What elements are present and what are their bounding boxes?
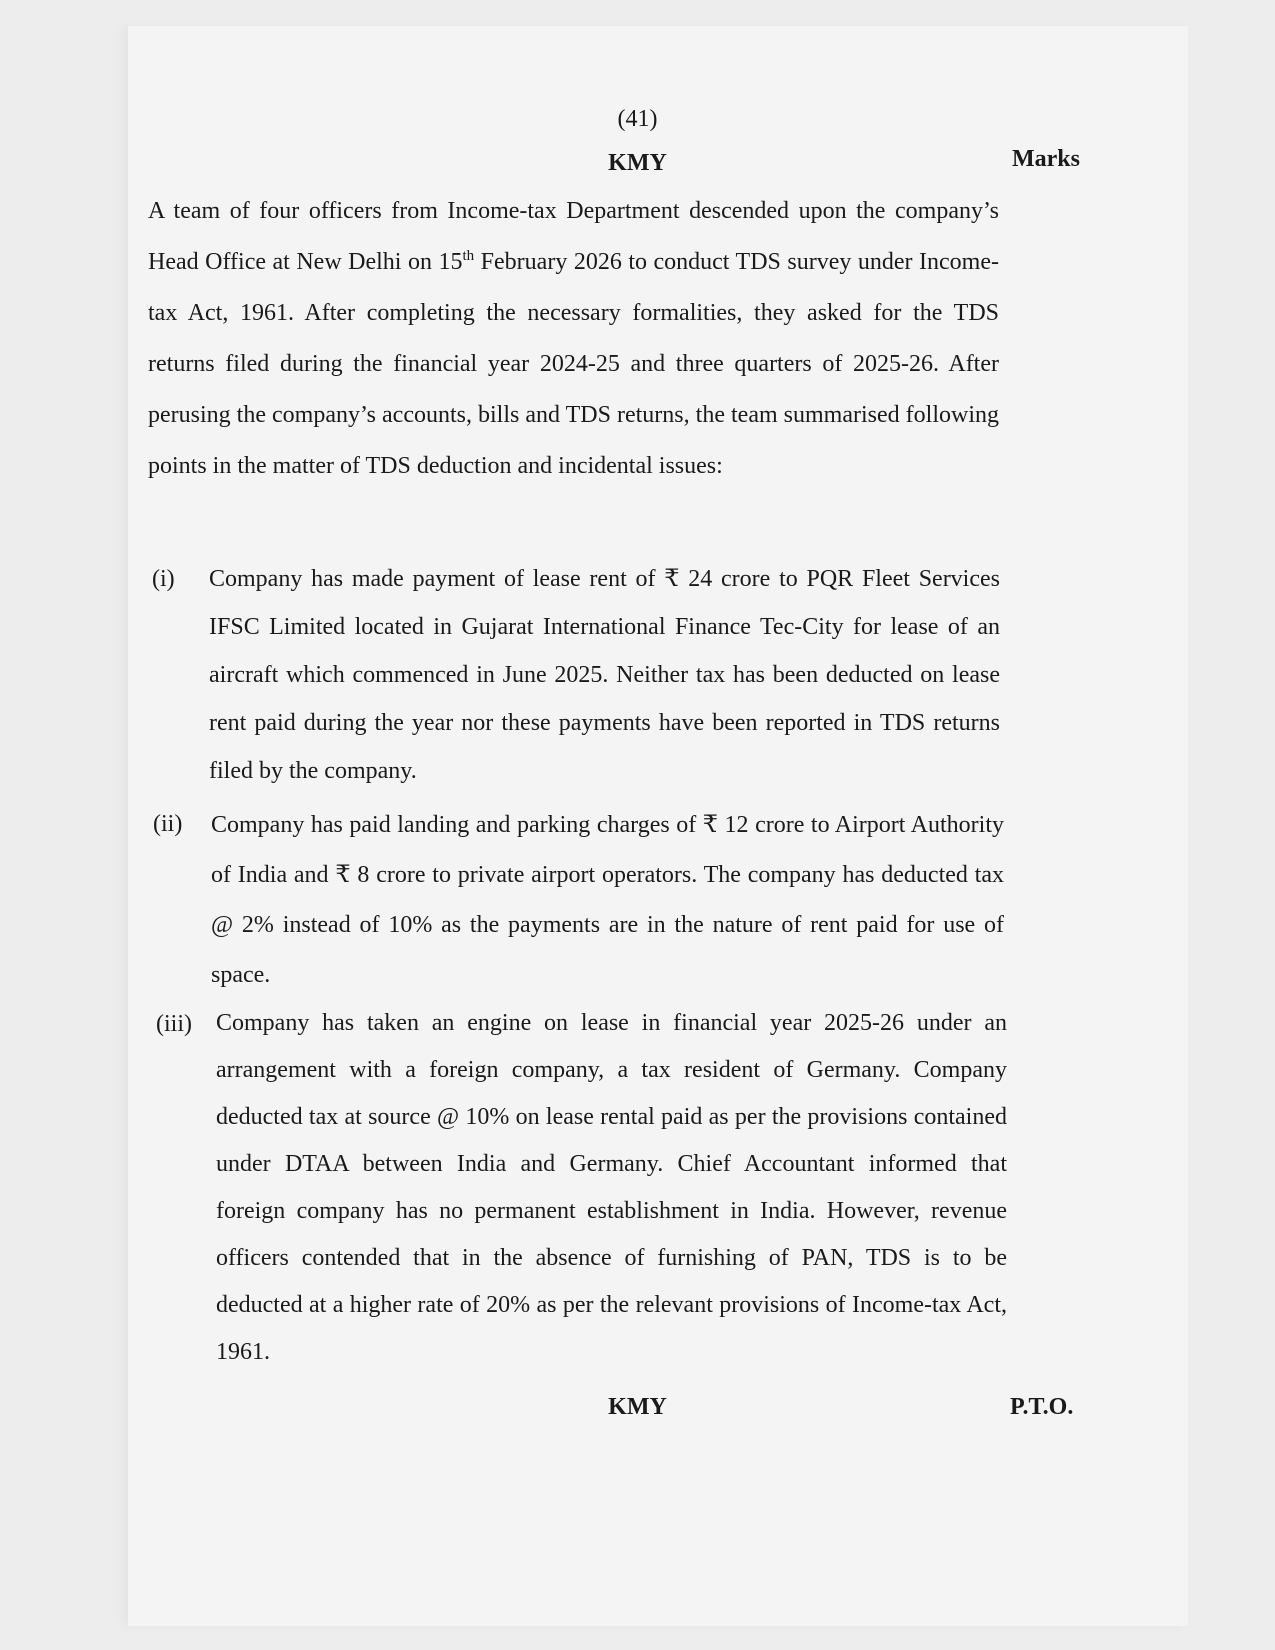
list-item-number: (ii)	[153, 811, 183, 837]
list-item-text: Company has paid landing and parking charges of ₹ 12 crore to Airport Authority of India and ₹ 8 crore to private airport operators. The company has deducted tax @ 2% instead of 10% as the payments are in the nature of rent paid for use of space.	[211, 812, 1004, 988]
list-item-number: (iii)	[156, 1011, 192, 1037]
page-number: (41)	[617, 106, 658, 132]
paper-code-footer: KMY	[608, 1394, 667, 1420]
case-intro-paragraph	[148, 186, 999, 492]
intro-superscript: th	[462, 248, 475, 264]
paper-code-header: KMY	[608, 150, 667, 176]
marks-column-label: Marks	[1012, 146, 1080, 172]
intro-text-part2: February 2026 to conduct TDS survey under Income-tax Act, 1961. After completing the necessary formalities, they asked for the TDS returns filed during the financial year 2024-25 and three quarters of 2025-26. After perusing the company’s accounts, bills and TDS returns, the team summarised following points in the matter of TDS deduction and incidental issues:	[148, 249, 999, 479]
list-item-text: Company has taken an engine on lease in financial year 2025-26 under an arrangement with a foreign company, a tax resident of Germany. Company deducted tax at source @ 10% on lease rental paid as per the provisions contained under DTAA between India and Germany. Chief Accountant informed that foreign company has no permanent establishment in India. However, revenue officers contended that in the absence of furnishing of PAN, TDS is to be deducted at a higher rate of 20% as per the relevant provisions of Income-tax Act, 1961.	[216, 1010, 1007, 1365]
list-item-number: (i)	[152, 566, 175, 592]
intro-text-part1: A team of four officers from Income-tax Department descended upon the company’s Head Office at New Delhi on 15	[148, 198, 999, 275]
please-turn-over-label: P.T.O.	[1010, 1394, 1074, 1420]
list-item-text: Company has made payment of lease rent of ₹ 24 crore to PQR Fleet Services IFSC Limited located in Gujarat International Finance Tec-City for lease of an aircraft which commenced in June 2025. Neither tax has been deducted on lease rent paid during the year nor these payments have been reported in TDS returns filed by the company.	[209, 566, 1000, 784]
